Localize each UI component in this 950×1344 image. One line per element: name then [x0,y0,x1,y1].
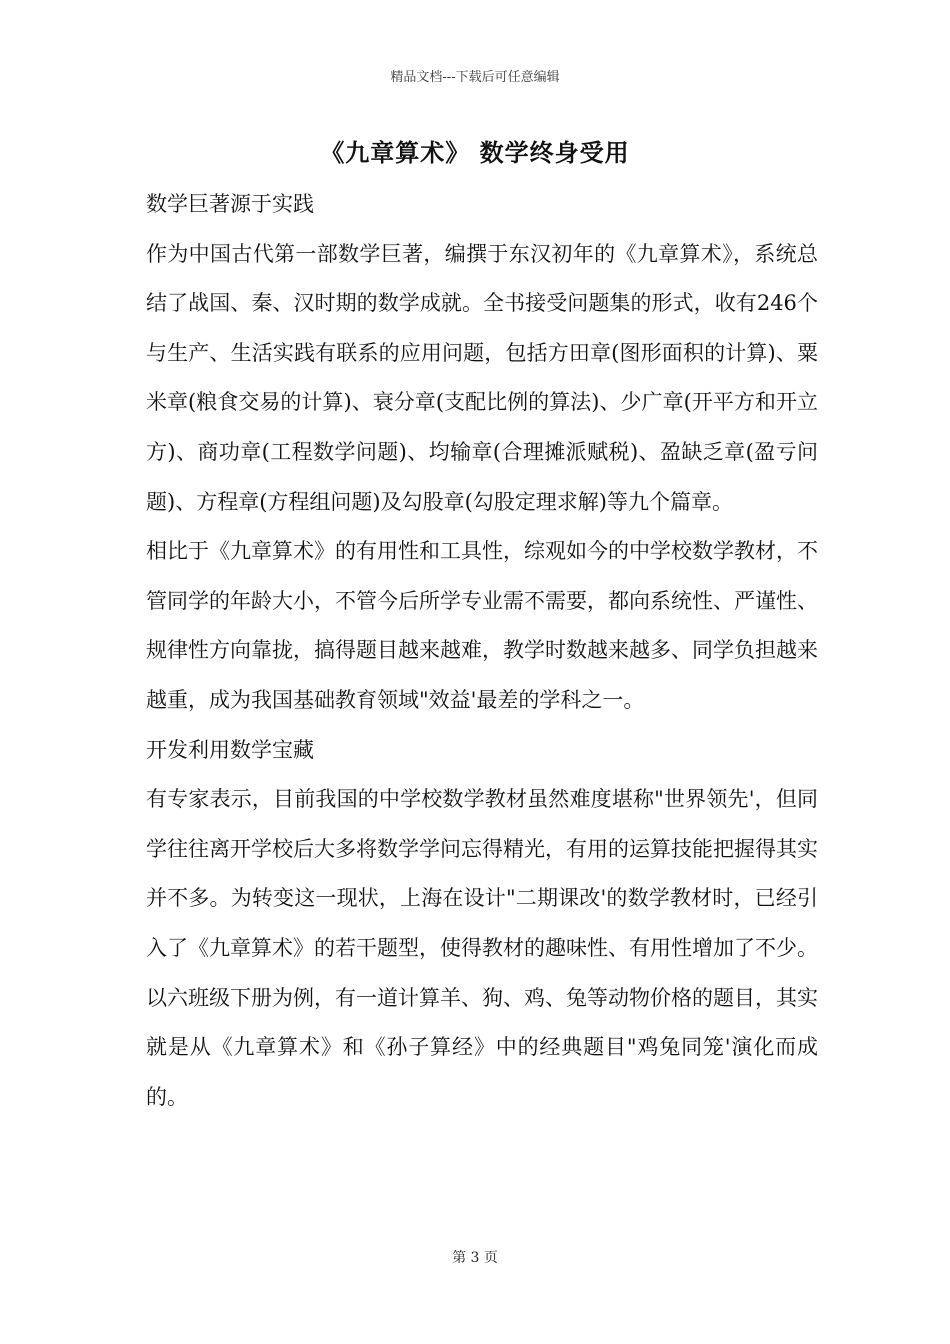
section-heading: 数学巨著源于实践 [146,192,314,216]
section-heading: 开发利用数学宝藏 [146,737,314,762]
paragraph: 有专家表示，目前我国的中学校数学教材虽然难度堪称"世界领先'，但同学往往离开学校后大多将数学学问忘得精光，有用的运算技能把握得其实并不多。为转变这一现状，上海在设计"二期课改'的数学教材时，已经引入了《九章算术》的若干题型，使得教材的趣味性、有用性增加了不少。以六班级下册为例，有一道计算羊、狗、鸡、兔等动物价格的题目，其实就是从《九章算术》和《孙子算经》中的经典题目"鸡兔同笼'演化而成的。 [146,787,818,1109]
document-title: 《九章算术》 数学终身受用 [320,138,630,167]
page-number: 第 3 页 [452,1250,498,1266]
paragraph: 相比于《九章算术》的有用性和工具性，综观如今的中学校数学教材，不管同学的年龄大小，不管今后所学专业需不需要，都向系统性、严谨性、规律性方向靠拢，搞得题目越来越难，教学时数越来越多、同学负担越来越重，成为我国基础教育领域"效益'最差的学科之一。 [146,539,818,712]
paragraph: 作为中国古代第一部数学巨著，编撰于东汉初年的《九章算术》，系统总结了战国、秦、汉时期的数学成就。全书接受问题集的形式，收有246个与生产、生活实践有联系的应用问题，包括方田章(图形面积的计算)、粟米章(粮食交易的计算)、衰分章(支配比例的算法)、少广章(开平方和开立方)、商功章(工程数学问题)、均输章(合理摊派赋税)、盈缺乏章(盈亏问题)、方程章(方程组问题)及勾股章(勾股定理求解)等九个篇章。 [146,241,818,514]
page-header: 精品文档---下载后可任意编辑 [390,70,560,85]
document-body [146,180,818,1122]
